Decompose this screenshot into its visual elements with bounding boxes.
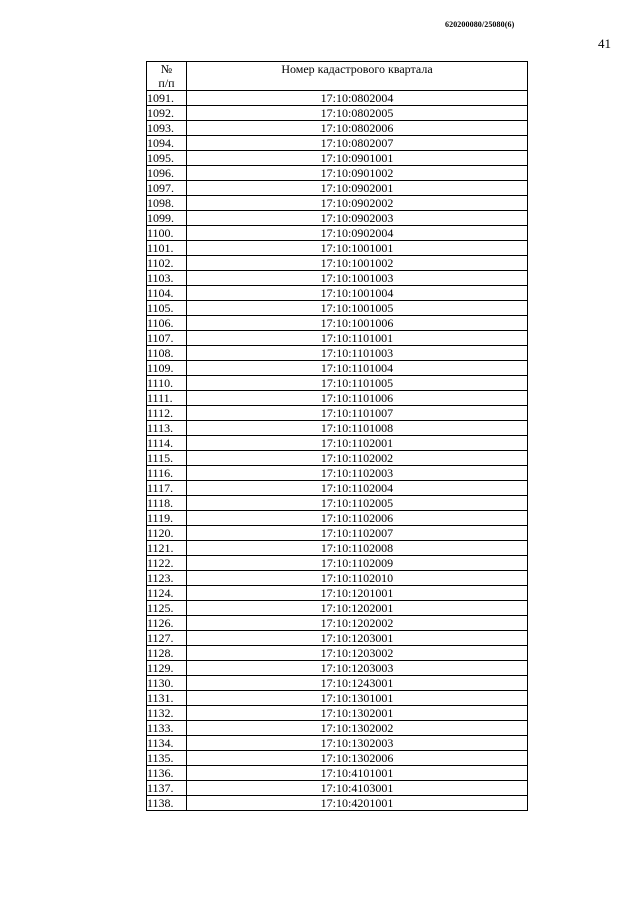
row-number-cell: 1137. bbox=[147, 781, 187, 796]
cadastral-number-cell: 17:10:1001001 bbox=[187, 241, 528, 256]
cadastral-number-cell: 17:10:0802004 bbox=[187, 91, 528, 106]
row-number-cell: 1101. bbox=[147, 241, 187, 256]
table-row bbox=[147, 106, 528, 121]
row-number-cell: 1138. bbox=[147, 796, 187, 811]
cadastral-number-cell: 17:10:1302001 bbox=[187, 706, 528, 721]
row-number-cell: 1133. bbox=[147, 721, 187, 736]
table-row bbox=[147, 766, 528, 781]
table-row bbox=[147, 751, 528, 766]
row-number-cell: 1120. bbox=[147, 526, 187, 541]
cadastral-number-cell: 17:10:1001006 bbox=[187, 316, 528, 331]
table-row bbox=[147, 436, 528, 451]
row-number-cell: 1103. bbox=[147, 271, 187, 286]
table-row bbox=[147, 301, 528, 316]
table-row bbox=[147, 211, 528, 226]
table-row bbox=[147, 586, 528, 601]
cadastral-number-cell: 17:10:0902002 bbox=[187, 196, 528, 211]
table-row bbox=[147, 391, 528, 406]
table-row bbox=[147, 646, 528, 661]
table-row bbox=[147, 601, 528, 616]
row-number-cell: 1128. bbox=[147, 646, 187, 661]
cadastral-number-cell: 17:10:1102006 bbox=[187, 511, 528, 526]
cadastral-number-cell: 17:10:1203002 bbox=[187, 646, 528, 661]
row-number-cell: 1104. bbox=[147, 286, 187, 301]
cadastral-number-cell: 17:10:1302003 bbox=[187, 736, 528, 751]
table-row bbox=[147, 631, 528, 646]
table-row bbox=[147, 616, 528, 631]
table-row bbox=[147, 571, 528, 586]
row-number-cell: 1092. bbox=[147, 106, 187, 121]
table-row bbox=[147, 316, 528, 331]
column-header-number bbox=[147, 62, 187, 91]
cadastral-number-cell: 17:10:1001003 bbox=[187, 271, 528, 286]
table-row bbox=[147, 781, 528, 796]
row-number-cell: 1099. bbox=[147, 211, 187, 226]
row-number-cell: 1130. bbox=[147, 676, 187, 691]
cadastral-number-cell: 17:10:1102010 bbox=[187, 571, 528, 586]
row-number-cell: 1105. bbox=[147, 301, 187, 316]
cadastral-number-cell: 17:10:4101001 bbox=[187, 766, 528, 781]
table-row bbox=[147, 556, 528, 571]
cadastral-number-cell: 17:10:1102004 bbox=[187, 481, 528, 496]
cadastral-number-cell: 17:10:1101001 bbox=[187, 331, 528, 346]
table-row bbox=[147, 151, 528, 166]
document-code: 620200080/25080(6) bbox=[445, 20, 515, 29]
table-row bbox=[147, 91, 528, 106]
cadastral-number-cell: 17:10:0802007 bbox=[187, 136, 528, 151]
row-number-cell: 1094. bbox=[147, 136, 187, 151]
row-number-cell: 1126. bbox=[147, 616, 187, 631]
table-row bbox=[147, 796, 528, 811]
row-number-cell: 1102. bbox=[147, 256, 187, 271]
row-number-cell: 1098. bbox=[147, 196, 187, 211]
table-row bbox=[147, 421, 528, 436]
cadastral-number-cell: 17:10:1102003 bbox=[187, 466, 528, 481]
table-row bbox=[147, 346, 528, 361]
cadastral-number-cell: 17:10:1102001 bbox=[187, 436, 528, 451]
page-number: 41 bbox=[598, 36, 611, 51]
row-number-cell: 1131. bbox=[147, 691, 187, 706]
cadastral-number-cell: 17:10:1101008 bbox=[187, 421, 528, 436]
row-number-cell: 1125. bbox=[147, 601, 187, 616]
row-number-cell: 1118. bbox=[147, 496, 187, 511]
table-row bbox=[147, 496, 528, 511]
row-number-cell: 1119. bbox=[147, 511, 187, 526]
table-row bbox=[147, 166, 528, 181]
cadastral-number-cell: 17:10:1302006 bbox=[187, 751, 528, 766]
table-body bbox=[147, 91, 528, 811]
table-row bbox=[147, 706, 528, 721]
cadastral-number-cell: 17:10:1102007 bbox=[187, 526, 528, 541]
row-number-cell: 1110. bbox=[147, 376, 187, 391]
table-row bbox=[147, 196, 528, 211]
row-number-cell: 1136. bbox=[147, 766, 187, 781]
row-number-cell: 1111. bbox=[147, 391, 187, 406]
cadastral-number-cell: 17:10:1203003 bbox=[187, 661, 528, 676]
table-row bbox=[147, 736, 528, 751]
cadastral-number-cell: 17:10:1203001 bbox=[187, 631, 528, 646]
row-number-cell: 1121. bbox=[147, 541, 187, 556]
cadastral-number-cell: 17:10:1102005 bbox=[187, 496, 528, 511]
cadastral-number-cell: 17:10:1101006 bbox=[187, 391, 528, 406]
cadastral-number-cell: 17:10:0902001 bbox=[187, 181, 528, 196]
table-row bbox=[147, 676, 528, 691]
cadastral-number-cell: 17:10:4103001 bbox=[187, 781, 528, 796]
row-number-cell: 1115. bbox=[147, 451, 187, 466]
cadastral-number-cell: 17:10:1302002 bbox=[187, 721, 528, 736]
row-number-cell: 1093. bbox=[147, 121, 187, 136]
cadastral-number-cell: 17:10:1102002 bbox=[187, 451, 528, 466]
row-number-cell: 1097. bbox=[147, 181, 187, 196]
table-row bbox=[147, 661, 528, 676]
cadastral-number-cell: 17:10:1101004 bbox=[187, 361, 528, 376]
cadastral-number-cell: 17:10:1101005 bbox=[187, 376, 528, 391]
table-row bbox=[147, 451, 528, 466]
row-number-cell: 1113. bbox=[147, 421, 187, 436]
cadastral-number-cell: 17:10:1001004 bbox=[187, 286, 528, 301]
row-number-cell: 1117. bbox=[147, 481, 187, 496]
cadastral-number-cell: 17:10:1102009 bbox=[187, 556, 528, 571]
table-row bbox=[147, 331, 528, 346]
row-number-cell: 1134. bbox=[147, 736, 187, 751]
cadastral-number-cell: 17:10:0902004 bbox=[187, 226, 528, 241]
row-number-cell: 1112. bbox=[147, 406, 187, 421]
cadastral-number-cell: 17:10:4201001 bbox=[187, 796, 528, 811]
table-row bbox=[147, 466, 528, 481]
cadastral-number-cell: 17:10:0902003 bbox=[187, 211, 528, 226]
column-header-cadastral-number: Номер кадастрового квартала bbox=[187, 62, 528, 91]
table-row bbox=[147, 376, 528, 391]
row-number-cell: 1095. bbox=[147, 151, 187, 166]
table-row bbox=[147, 226, 528, 241]
table-row bbox=[147, 511, 528, 526]
row-number-cell: 1108. bbox=[147, 346, 187, 361]
row-number-cell: 1107. bbox=[147, 331, 187, 346]
table-row bbox=[147, 241, 528, 256]
table-row bbox=[147, 406, 528, 421]
table-row bbox=[147, 541, 528, 556]
column-header-number-line1: № bbox=[160, 62, 173, 76]
cadastral-number-cell: 17:10:0802006 bbox=[187, 121, 528, 136]
table-row bbox=[147, 481, 528, 496]
table-row bbox=[147, 691, 528, 706]
row-number-cell: 1106. bbox=[147, 316, 187, 331]
cadastral-number-cell: 17:10:1101003 bbox=[187, 346, 528, 361]
cadastral-number-cell: 17:10:0901002 bbox=[187, 166, 528, 181]
row-number-cell: 1100. bbox=[147, 226, 187, 241]
table-row bbox=[147, 361, 528, 376]
row-number-cell: 1114. bbox=[147, 436, 187, 451]
table-row bbox=[147, 721, 528, 736]
table-row bbox=[147, 286, 528, 301]
cadastral-number-cell: 17:10:1001002 bbox=[187, 256, 528, 271]
row-number-cell: 1129. bbox=[147, 661, 187, 676]
row-number-cell: 1132. bbox=[147, 706, 187, 721]
row-number-cell: 1122. bbox=[147, 556, 187, 571]
cadastral-number-cell: 17:10:1101007 bbox=[187, 406, 528, 421]
table-row bbox=[147, 181, 528, 196]
row-number-cell: 1135. bbox=[147, 751, 187, 766]
cadastral-number-cell: 17:10:1202002 bbox=[187, 616, 528, 631]
table-row bbox=[147, 271, 528, 286]
cadastral-number-cell: 17:10:1001005 bbox=[187, 301, 528, 316]
table-row bbox=[147, 121, 528, 136]
row-number-cell: 1123. bbox=[147, 571, 187, 586]
table-header-row bbox=[147, 62, 528, 91]
table-row bbox=[147, 256, 528, 271]
table-row bbox=[147, 526, 528, 541]
cadastral-number-cell: 17:10:0901001 bbox=[187, 151, 528, 166]
row-number-cell: 1091. bbox=[147, 91, 187, 106]
cadastral-number-cell: 17:10:1202001 bbox=[187, 601, 528, 616]
cadastral-number-cell: 17:10:1301001 bbox=[187, 691, 528, 706]
row-number-cell: 1096. bbox=[147, 166, 187, 181]
row-number-cell: 1116. bbox=[147, 466, 187, 481]
table-row bbox=[147, 136, 528, 151]
cadastral-number-cell: 17:10:1201001 bbox=[187, 586, 528, 601]
row-number-cell: 1124. bbox=[147, 586, 187, 601]
cadastral-number-cell: 17:10:1243001 bbox=[187, 676, 528, 691]
cadastral-number-cell: 17:10:1102008 bbox=[187, 541, 528, 556]
row-number-cell: 1109. bbox=[147, 361, 187, 376]
cadastral-number-cell: 17:10:0802005 bbox=[187, 106, 528, 121]
column-header-number-line2: п/п bbox=[158, 76, 175, 90]
cadastral-quarters-table bbox=[146, 61, 528, 811]
row-number-cell: 1127. bbox=[147, 631, 187, 646]
